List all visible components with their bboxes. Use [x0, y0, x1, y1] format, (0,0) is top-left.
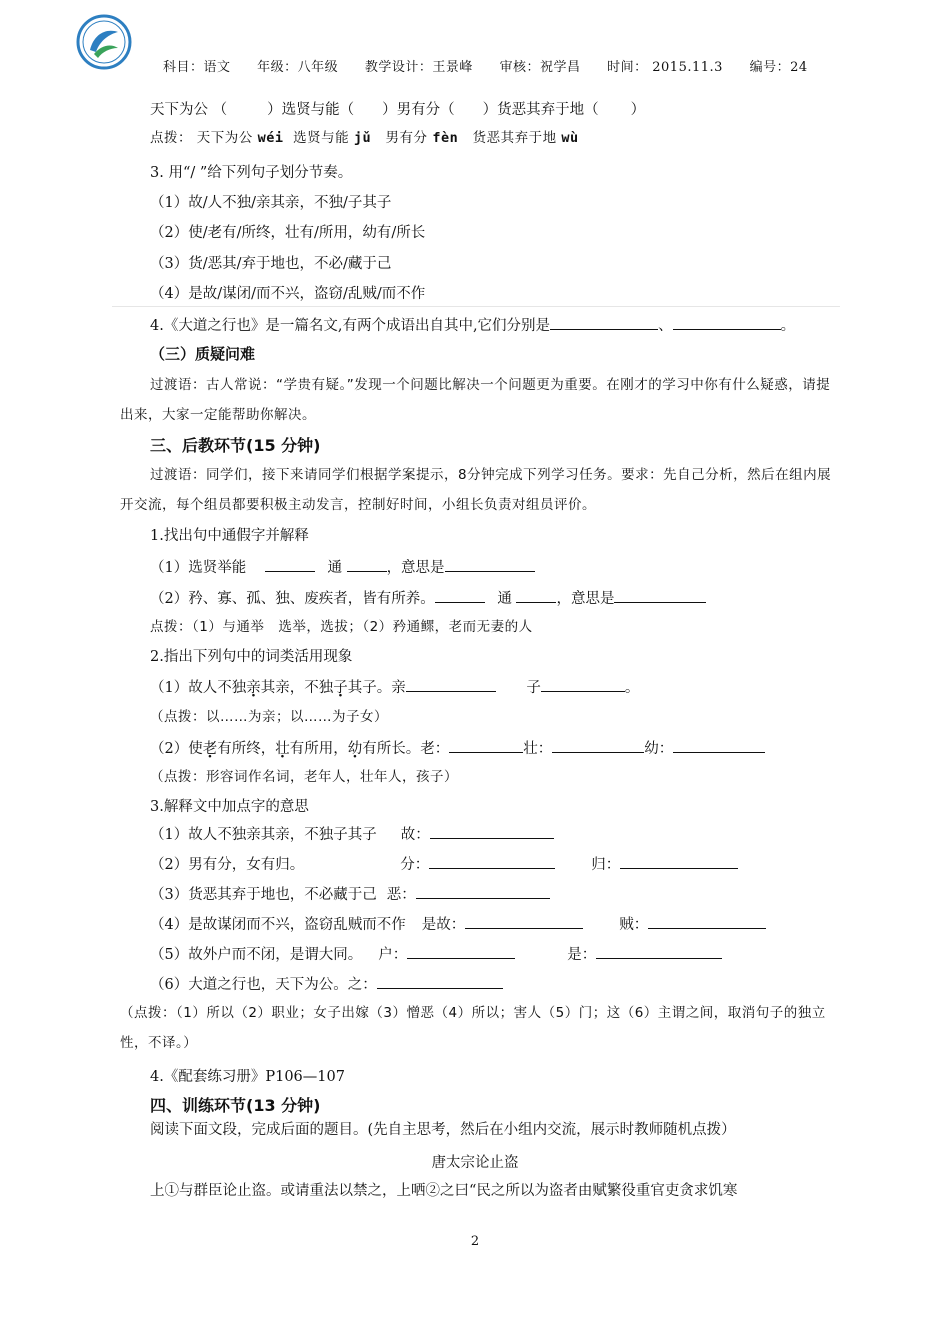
header-subject: 科目：语文 — [163, 60, 231, 75]
tip-text: 点拨：（1）与通举 选举，选拔；（2）矜通鳏，老而无妻的人 — [150, 619, 533, 635]
q-text: ，意思是 — [556, 591, 615, 607]
q-text: 其子。亲 — [347, 680, 406, 696]
header-grade: 年级：八年级 — [257, 60, 339, 75]
question-item — [150, 944, 722, 965]
page-number: 2 — [470, 1234, 480, 1249]
q-text: （2）男有分，女有归。 — [150, 857, 305, 873]
answer-blank[interactable] — [614, 588, 706, 603]
q-text: 天下为公 （ — [150, 102, 228, 118]
q-text: 有所终， — [217, 741, 276, 757]
idioms-sep: 、 — [658, 318, 673, 334]
q-text: （2）矜、寡、孤、独、废疾者，皆有所养。 — [150, 591, 435, 607]
answer-blank[interactable] — [465, 914, 583, 929]
question-item — [150, 557, 535, 578]
tip-phrase: 天下为公 — [196, 130, 253, 146]
q-text: 通 — [327, 560, 342, 576]
answer-blank[interactable] — [429, 854, 555, 869]
q-text: （2）使 — [150, 741, 203, 757]
pinyin: wéi — [257, 130, 284, 146]
q-text: ）货恶其弃于地（ — [482, 102, 599, 118]
q-text: （5）故外户而不闭，是谓大同。 — [150, 947, 363, 963]
q-text: ，意思是 — [386, 560, 445, 576]
q-label: 归： — [591, 857, 621, 873]
rhythm-item: （3）货/恶其/弃于地也，不必/藏于己 — [150, 256, 392, 272]
q-text: 通 — [497, 591, 512, 607]
section-title: （三）质疑问难 — [150, 345, 256, 363]
q-label: 户： — [378, 947, 408, 963]
section-heading: 四、训练环节(13 分钟) — [150, 1096, 321, 1115]
tip-text: （点拨：（1）所以（2）职业；女子出嫁（3）憎恶（4）所以；害人（5）门；这（6）主谓之间，取消句子的独立性，不译。） — [120, 1005, 826, 1051]
question-title: 1.找出句中通假字并解释 — [150, 528, 309, 544]
intro-text: 阅读下面文段，完成后面的题目。(先自主思考，然后在小组内交流，展示时教师随机点拨） — [150, 1122, 736, 1138]
dotted-char: 老 — [202, 741, 218, 757]
idioms-end: 。 — [780, 318, 796, 334]
question-item — [150, 884, 550, 905]
dotted-char: 幼 — [347, 741, 363, 757]
header-designer: 教学设计：王景峰 — [364, 60, 473, 75]
q-text: （3）货恶其弃于地也，不必藏于己 — [150, 887, 377, 903]
rhythm-item: （2）使/老有/所终，壮有/所用，幼有/所长 — [150, 225, 426, 241]
q-text: 壮： — [523, 741, 553, 757]
question-item — [150, 914, 766, 935]
q-text: 。 — [624, 680, 640, 696]
q-text: ）男有分（ — [382, 102, 455, 118]
question-item — [150, 824, 554, 845]
q-text: 有所用， — [289, 741, 348, 757]
idioms-text: 4.《大道之行也》是一篇名文,有两个成语出自其中,它们分别是 — [150, 318, 551, 334]
answer-blank[interactable] — [406, 677, 496, 692]
section-heading: 三、后教环节(15 分钟) — [150, 436, 321, 455]
q-label: 是故： — [421, 917, 466, 933]
divider — [112, 306, 840, 307]
pronunciation-question — [150, 100, 645, 120]
rhythm-item: （1）故/人不独/亲其亲，不独/子其子 — [150, 195, 392, 211]
q-label: 贼： — [619, 917, 649, 933]
answer-blank[interactable] — [673, 315, 781, 330]
tip-label: 点拨： — [150, 130, 192, 146]
header-number: 编号：24 — [749, 60, 808, 75]
answer-blank[interactable] — [377, 974, 503, 989]
tip-phrase: 男有分 — [385, 130, 428, 146]
header-date: 时间： 2015.11.3 — [607, 60, 723, 75]
q-text: 有所长。老： — [362, 741, 450, 757]
tip-text: （点拨：以……为亲；以……为子女） — [150, 709, 388, 725]
idioms-question — [150, 315, 795, 336]
question-item — [150, 738, 765, 759]
answer-blank[interactable] — [265, 557, 315, 572]
transition-paragraph: 过渡语：古人常说：“学贵有疑。”发现一个问题比解决一个问题更为重要。在刚才的学习中你有什么疑惑，请提出来，大家一定能帮助你解决。 — [120, 377, 831, 423]
tip-phrase: 选贤与能 — [293, 130, 350, 146]
tip-phrase: 货恶其弃于地 — [472, 130, 557, 146]
dotted-char: 亲 — [246, 680, 261, 696]
question-title: 2.指出下列句中的词类活用现象 — [150, 649, 353, 665]
q-text: ） — [630, 102, 646, 118]
answer-blank[interactable] — [541, 677, 625, 692]
answer-blank[interactable] — [435, 588, 485, 603]
answer-blank[interactable] — [445, 557, 535, 572]
q-text: （1）选贤举能 — [150, 560, 247, 576]
rhythm-title: 3. 用“/ ”给下列句子划分节奏。 — [150, 165, 353, 181]
q-text: （6）大道之行也，天下为公。之： — [150, 977, 377, 993]
q-text: （1）故人不独亲其亲，不独子其子 — [150, 827, 377, 843]
dotted-char: 子 — [333, 680, 348, 696]
answer-blank[interactable] — [347, 557, 387, 572]
answer-blank[interactable] — [552, 738, 644, 753]
question-item — [150, 974, 503, 995]
answer-blank[interactable] — [516, 588, 556, 603]
q-text: （1）故人不独 — [150, 680, 247, 696]
answer-blank[interactable] — [430, 824, 554, 839]
q-label: 分： — [400, 857, 430, 873]
pinyin: wù — [561, 130, 579, 146]
question-title: 3.解释文中加点字的意思 — [150, 799, 309, 815]
answer-blank[interactable] — [673, 738, 765, 753]
header-info — [163, 56, 830, 75]
passage-title: 唐太宗论止盗 — [431, 1155, 519, 1171]
q-text: ）选贤与能（ — [267, 102, 355, 118]
q-label: 故： — [400, 827, 430, 843]
pinyin: jǔ — [353, 130, 372, 146]
answer-blank[interactable] — [596, 944, 722, 959]
answer-blank[interactable] — [449, 738, 523, 753]
question-item — [150, 854, 738, 875]
header-reviewer: 审核：祝学昌 — [499, 60, 581, 75]
transition-paragraph: 过渡语：同学们，接下来请同学们根据学案提示，8分钟完成下列学习任务。要求：先自己分析，然后在组内展开交流，每个组员都要积极主动发言，控制好时间，小组长负责对组员评价。 — [120, 467, 832, 513]
pinyin: fèn — [432, 130, 459, 146]
answer-blank[interactable] — [407, 944, 515, 959]
question-item — [150, 588, 706, 609]
question-title: 4.《配套练习册》P106—107 — [150, 1069, 345, 1085]
passage-text: 上①与群臣论止盗。或请重法以禁之，上哂②之曰“民之所以为盗者由赋繁役重官吏贪求饥寒 — [150, 1183, 738, 1199]
q-label: 是： — [567, 947, 597, 963]
answer-blank[interactable] — [550, 315, 658, 330]
q-text: 子 — [526, 680, 541, 696]
answer-blank[interactable] — [648, 914, 766, 929]
answer-blank[interactable] — [416, 884, 550, 899]
q-label: 恶： — [386, 887, 416, 903]
tip-text: （点拨：形容词作名词，老年人，壮年人，孩子） — [150, 769, 458, 785]
dotted-char: 壮 — [275, 741, 290, 757]
q-text: （4）是故谋闭而不兴，盗窃乱贼而不作 — [150, 917, 406, 933]
pronunciation-tip — [150, 128, 579, 148]
school-logo-icon — [76, 14, 132, 70]
question-item — [150, 677, 639, 698]
rhythm-item: （4）是故/谋闭/而不兴，盗窃/乱贼/而不作 — [150, 286, 426, 302]
answer-blank[interactable] — [620, 854, 738, 869]
q-text: 其亲，不独 — [260, 680, 334, 696]
q-text: 幼： — [644, 741, 674, 757]
